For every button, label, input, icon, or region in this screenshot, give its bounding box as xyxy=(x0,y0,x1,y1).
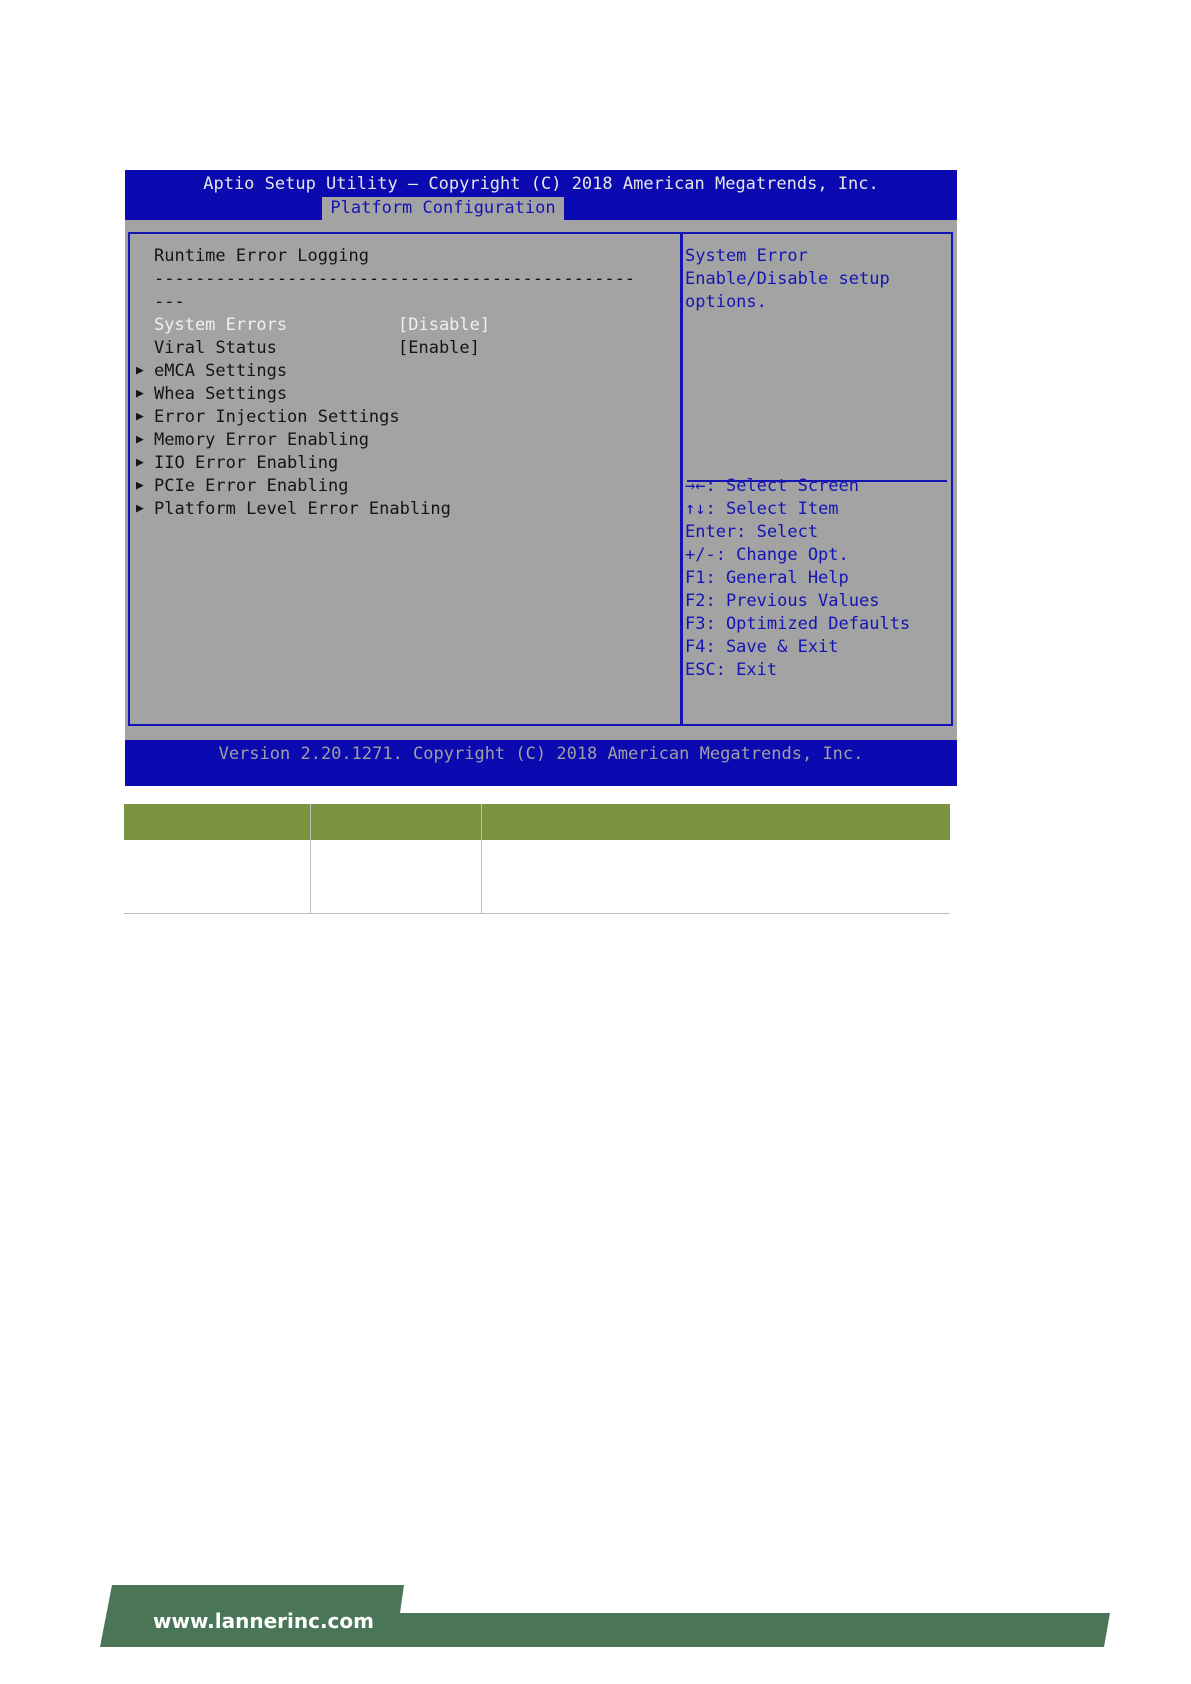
submenu-arrow-icon: ▶ xyxy=(136,386,144,401)
submenu-whea-settings[interactable]: Whea Settings xyxy=(154,384,288,404)
submenu-arrow-icon: ▶ xyxy=(136,409,144,424)
footer-banner xyxy=(100,1585,1110,1647)
table-bottom-border xyxy=(124,913,950,914)
key-hint-optimized-defaults: F3: Optimized Defaults xyxy=(685,614,911,634)
table-divider xyxy=(310,804,311,914)
table-divider xyxy=(481,804,482,914)
key-hint-select-item xyxy=(685,497,839,521)
submenu-iio-error-enabling[interactable]: IIO Error Enabling xyxy=(154,453,339,473)
table-cell xyxy=(311,840,481,912)
separator-line: ----------------------------------------------- xyxy=(154,269,636,289)
section-title: Runtime Error Logging xyxy=(154,246,369,266)
submenu-error-injection-settings[interactable]: Error Injection Settings xyxy=(154,407,400,427)
key-hint-change-opt: +/-: Change Opt. xyxy=(685,545,849,565)
table-cell xyxy=(124,840,310,912)
submenu-arrow-icon: ▶ xyxy=(136,363,144,378)
help-description-line: options. xyxy=(685,292,767,312)
website-link[interactable]: www.lannerinc.com xyxy=(153,1609,374,1633)
bios-header xyxy=(125,170,957,220)
main-panel xyxy=(128,232,682,726)
key-hint-enter: Enter: Select xyxy=(685,522,819,542)
version-text: Version 2.20.1271. Copyright (C) 2018 American Megatrends, Inc. xyxy=(218,744,864,764)
key-hint-general-help: F1: General Help xyxy=(685,568,849,588)
setting-label-viral-status[interactable]: Viral Status xyxy=(154,338,277,358)
settings-table xyxy=(124,804,950,914)
left-right-arrows-icon: →← xyxy=(685,476,706,496)
table-header-cell xyxy=(482,804,950,840)
submenu-arrow-icon: ▶ xyxy=(136,432,144,447)
table-header-cell xyxy=(311,804,481,840)
submenu-arrow-icon: ▶ xyxy=(136,478,144,493)
setting-value-viral-status[interactable]: [Enable] xyxy=(398,338,480,358)
key-hint-exit: ESC: Exit xyxy=(685,660,778,680)
setting-value-system-errors[interactable]: [Disable] xyxy=(398,315,491,335)
help-description-line: Enable/Disable setup xyxy=(685,269,890,289)
key-hint-text: : Select Screen xyxy=(705,476,860,496)
bios-title: Aptio Setup Utility – Copyright (C) 2018 American Megatrends, Inc. xyxy=(203,174,879,194)
submenu-pcie-error-enabling[interactable]: PCIe Error Enabling xyxy=(154,476,349,496)
key-hint-select-screen xyxy=(685,474,859,498)
submenu-arrow-icon: ▶ xyxy=(136,501,144,516)
setting-label-system-errors[interactable]: System Errors xyxy=(154,315,288,335)
key-hint-save-exit: F4: Save & Exit xyxy=(685,637,839,657)
bios-footer xyxy=(125,740,957,786)
submenu-platform-level-error-enabling[interactable]: Platform Level Error Enabling xyxy=(154,499,451,519)
separator-line-continued: --- xyxy=(154,292,185,312)
help-panel xyxy=(681,232,953,726)
up-down-arrows-icon: ↑↓ xyxy=(685,499,706,519)
bios-screenshot xyxy=(125,170,957,786)
submenu-arrow-icon: ▶ xyxy=(136,455,144,470)
table-header-cell xyxy=(124,804,310,840)
tab-platform-configuration[interactable]: Platform Configuration xyxy=(322,197,564,220)
submenu-memory-error-enabling[interactable]: Memory Error Enabling xyxy=(154,430,369,450)
table-cell xyxy=(482,840,950,912)
key-hint-previous-values: F2: Previous Values xyxy=(685,591,880,611)
help-description-line: System Error xyxy=(685,246,808,266)
submenu-emca-settings[interactable]: eMCA Settings xyxy=(154,361,288,381)
key-hint-text: : Select Item xyxy=(705,499,839,519)
